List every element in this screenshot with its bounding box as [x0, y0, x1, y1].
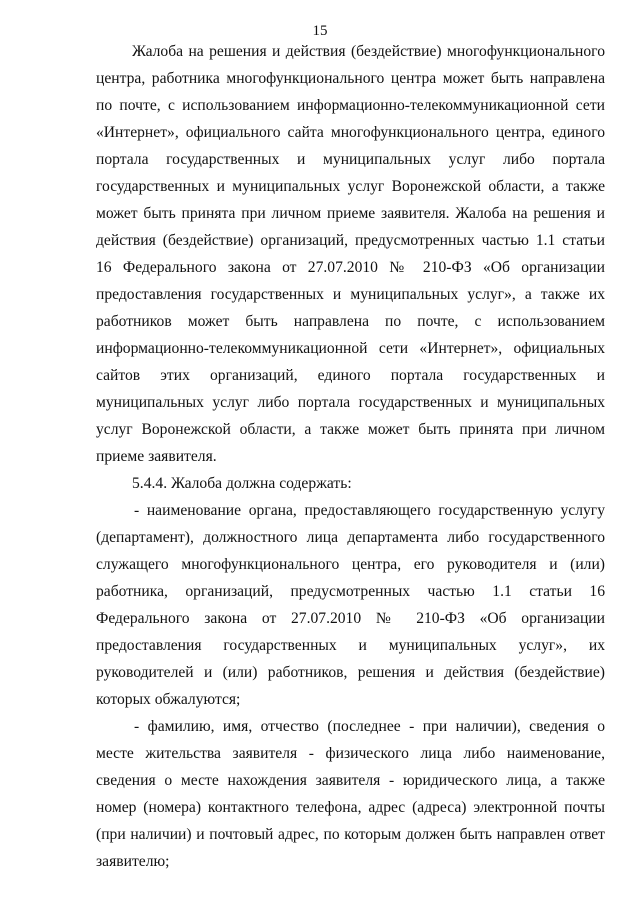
page-number: 15 — [312, 23, 328, 39]
paragraph-complaint-channels: Жалоба на решения и действия (бездействие) многофункционального центра, работника многофункционального центра может быть направлена по почте, с использованием информационно-телекоммуникационной сети «Интернет», официального сайта многофункционального центра, единого портала государственных и муниципальных услуг либо портала государственных и муниципальных услуг Воронежской области, а также может быть принята при личном приеме заявителя. Жалоба на решения и действия (бездействие) организаций, предусмотренных частью 1.1 статьи 16 Федерального закона от 27.07.2010 № 210-ФЗ «Об организации предоставления государственных и муниципальных услуг», а также их работников может быть направлена по почте, с использованием информационно-телекоммуникационной сети «Интернет», официальных сайтов этих организаций, единого портала государственных и муниципальных услуг либо портала государственных и муниципальных услуг Воронежской области, а также может быть принята при личном приеме заявителя. — [96, 43, 605, 465]
list-item-authority-name: - наименование органа, предоставляющего государственную услугу (департамент), должностного лица департамента либо государственного служащего многофункционального центра, его руководителя и (или) работника, организаций, предусмотренных частью 1.1 статьи 16 Федерального закона от 27.07.2010 № 210-ФЗ «Об организации предоставления государственных и муниципальных услуг», их руководителей и (или) работников, решения и действия (бездействие) которых обжалуются; — [96, 502, 605, 708]
paragraph-section-5-4-4: 5.4.4. Жалоба должна содержать: — [132, 475, 352, 492]
document-body — [96, 38, 605, 875]
list-item-applicant-details: - фамилию, имя, отчество (последнее - при наличии), сведения о месте жительства заявителя - физического лица либо наименование, сведения о месте нахождения заявителя - юридического лица, а также номер (номера) контактного телефона, адрес (адреса) электронной почты (при наличии) и почтовый адрес, по которым должен быть направлен ответ заявителю; — [96, 718, 605, 870]
